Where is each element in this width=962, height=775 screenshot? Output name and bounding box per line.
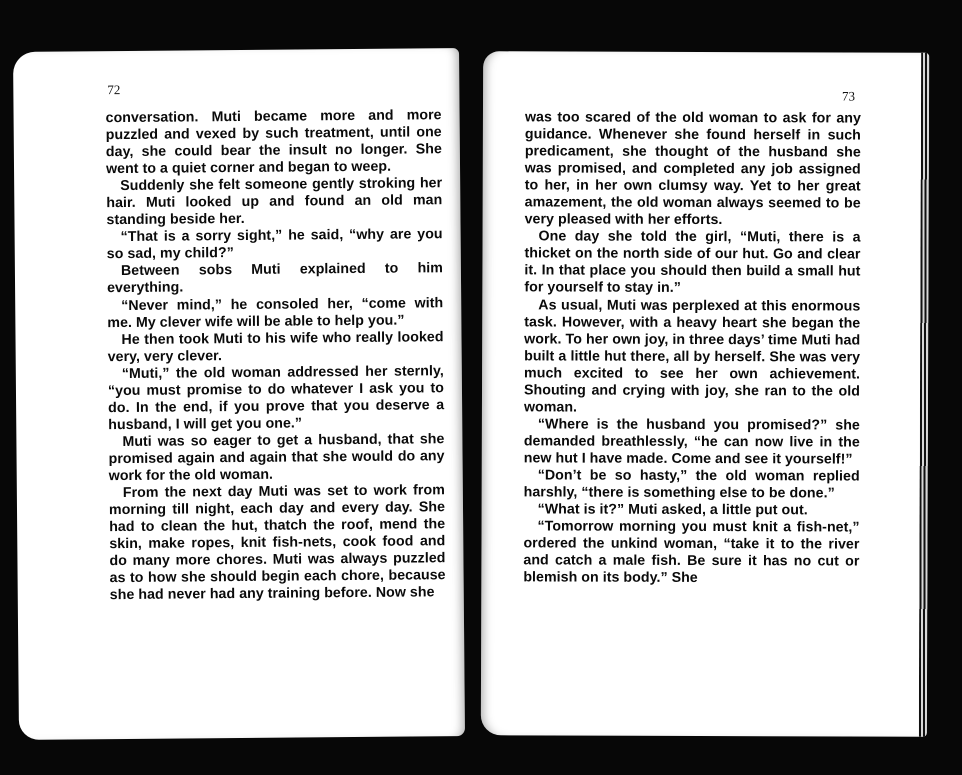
paragraph: Muti was so eager to get a husband, that she promised again and again that she would do any work for the old woman. bbox=[108, 431, 445, 485]
paragraph: “Tomorrow morning you must knit a fish-net,” ordered the unkind woman, “take it to the river and catch a male fish. Be sure it has no cut or blemish on its body.” She bbox=[523, 518, 860, 587]
paragraph: “Muti,” the old woman addressed her sternly, “you must promise to do whatever I ask you to do. In the end, if you prove that you deserve a husband, I will get you one.” bbox=[107, 362, 445, 433]
paragraph: conversation. Muti became more and more puzzled and vexed by such treatment, until one day, she could bear the insult no longer. She went to a quiet corner and began to weep. bbox=[105, 107, 442, 178]
paragraph: Between sobs Muti explained to him everything. bbox=[107, 260, 443, 297]
paragraph: was too scared of the old woman to ask for any guidance. Whenever she found herself in such predicament, she thought of the husband she was promised, and completed any job assigned to her, in her own clumsy way. Yet to her great amazement, the old woman always seemed to be very pleased with her efforts. bbox=[524, 109, 861, 229]
page-number-left: 72 bbox=[107, 82, 121, 98]
page-edge bbox=[919, 53, 929, 737]
right-page bbox=[481, 51, 929, 737]
paragraph: “What is it?” Muti asked, a little put out. bbox=[537, 501, 808, 519]
paragraph: “Never mind,” he consoled her, “come with me. My clever wife will be able to help you.” bbox=[107, 294, 444, 331]
paragraph: “Don’t be so hasty,” the old woman replied harshly, “there is something else to be done.” bbox=[523, 467, 860, 502]
paragraph: “Where is the husband you promised?” she demanded breathlessly, “he can now live in the new hut I have made. Come and see it yourself!” bbox=[523, 416, 860, 468]
paragraph: “That is a sorry sight,” he said, “why are you so sad, my child?” bbox=[106, 226, 443, 263]
paragraph: As usual, Muti was perplexed at this enormous task. However, with a heavy heart she began the work. To her own joy, in three days’ time Muti had built a little hut there, all by herself. She was very much excited to see her own achievement. Shouting and crying with joy, she ran to the old woman. bbox=[523, 296, 861, 416]
left-page-text bbox=[106, 107, 446, 604]
left-page bbox=[13, 48, 465, 740]
paragraph: Suddenly she felt someone gently stroking her hair. Muti looked up and found an old man standing beside her. bbox=[106, 175, 443, 229]
right-page-text bbox=[523, 109, 861, 587]
paragraph: From the next day Muti was set to work from morning till night, each day and every day. She had to clean the hut, thatch the roof, mend the skin, make ropes, knit fish-nets, cook food and do many more chores. Muti was always puzzled as to how she should begin each chore, because she had never had any training before. Now she bbox=[108, 482, 446, 604]
paragraph: He then took Muti to his wife who really looked very, very clever. bbox=[107, 328, 444, 365]
page-number-right: 73 bbox=[842, 88, 856, 104]
paragraph: One day she told the girl, “Muti, there is a thicket on the north side of our hut. Go and clear it. In that place you should then build a small hut for yourself to stay in.” bbox=[524, 228, 861, 297]
